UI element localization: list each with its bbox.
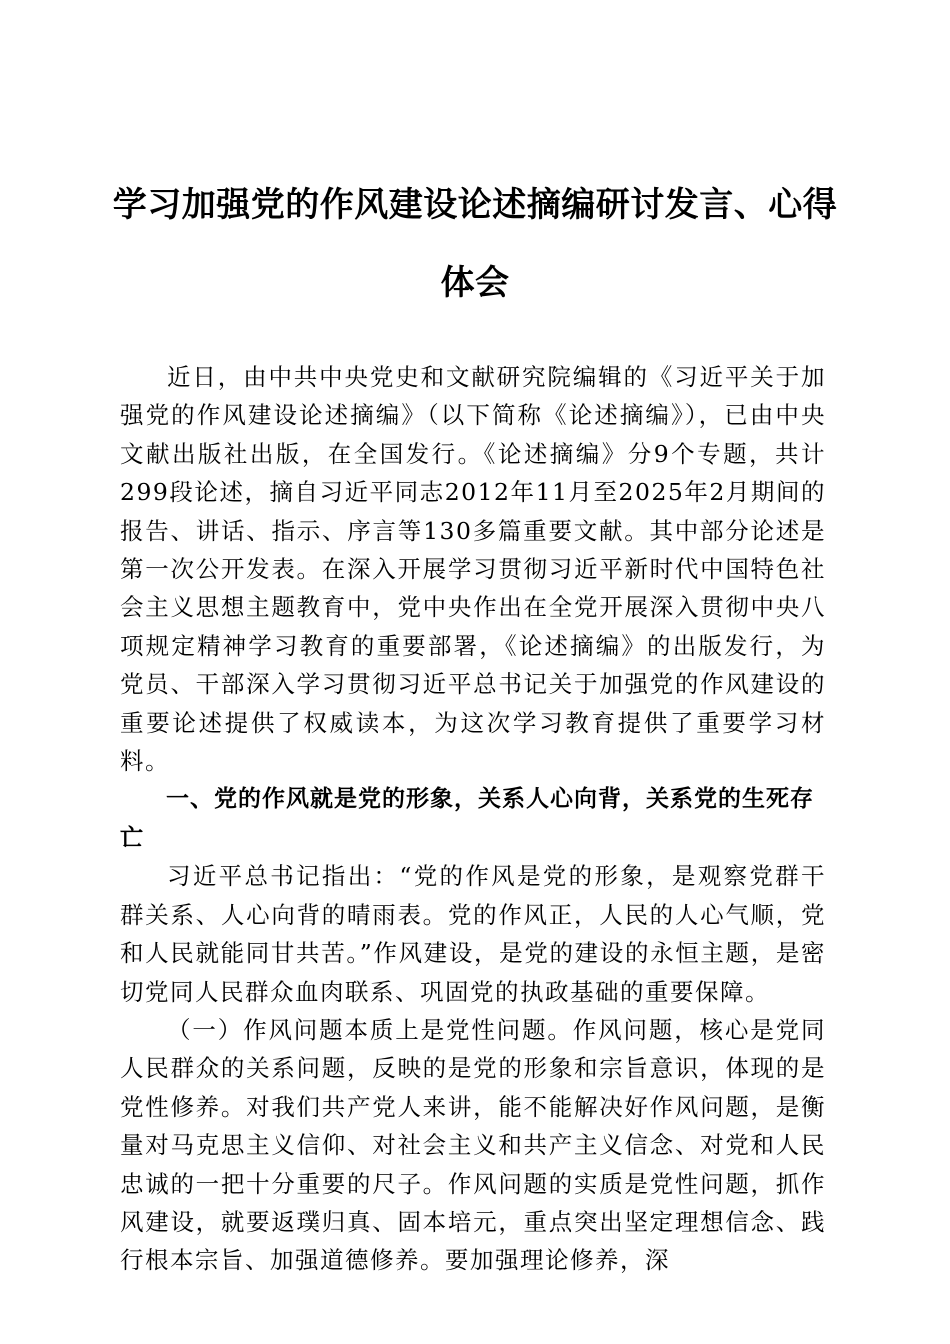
- section-heading-1: 一、党的作风就是党的形象，关系人心向背，关系党的生死存亡: [120, 786, 814, 851]
- document-title: 学习加强党的作风建设论述摘编研讨发言、心得体会: [112, 185, 838, 303]
- intro-paragraph: 近日，由中共中央党史和文献研究院编辑的《习近平关于加强党的作风建设论述摘编》（以下简称《论述摘编》），已由中央文献出版社出版，在全国发行。《论述摘编》分9个专题，共计299段论述，摘自习近平同志2012年11月至2025年2月期间的报告、讲话、指示、序言等130多篇重要文献。其中部分论述是第一次公开发表。在深入开展学习贯彻习近平新时代中国特色社会主义思想主题教育中，党中央作出在全党开展深入贯彻中央八项规定精神学习教育的重要部署，《论述摘编》的出版发行，为党员、干部深入学习贯彻习近平总书记关于加强党的作风建设的重要论述提供了权威读本，为这次学习教育提供了重要学习材料。: [120, 363, 826, 776]
- section-1-paragraph-2: （一）作风问题本质上是党性问题。作风问题，核心是党同人民群众的关系问题，反映的是党的形象和宗旨意识，体现的是党性修养。对我们共产党人来讲，能不能解决好作风问题，是衡量对马克思主义信仰、对社会主义和共产主义信念、对党和人民忠诚的一把十分重要的尺子。作风问题的实质是党性问题，抓作风建设，就要返璞归真、固本培元，重点突出坚定理想信念、践行根本宗旨、加强道德修养。要加强理论修养，深: [120, 1015, 826, 1275]
- document-body: [120, 358, 826, 1280]
- section-1-paragraph-1: 习近平总书记指出：“党的作风是党的形象，是观察党群干群关系、人心向背的晴雨表。党的作风正，人民的人心气顺，党和人民就能同甘共苦。”作风建设，是党的建设的永恒主题，是密切党同人民群众血肉联系、巩固党的执政基础的重要保障。: [120, 862, 826, 1006]
